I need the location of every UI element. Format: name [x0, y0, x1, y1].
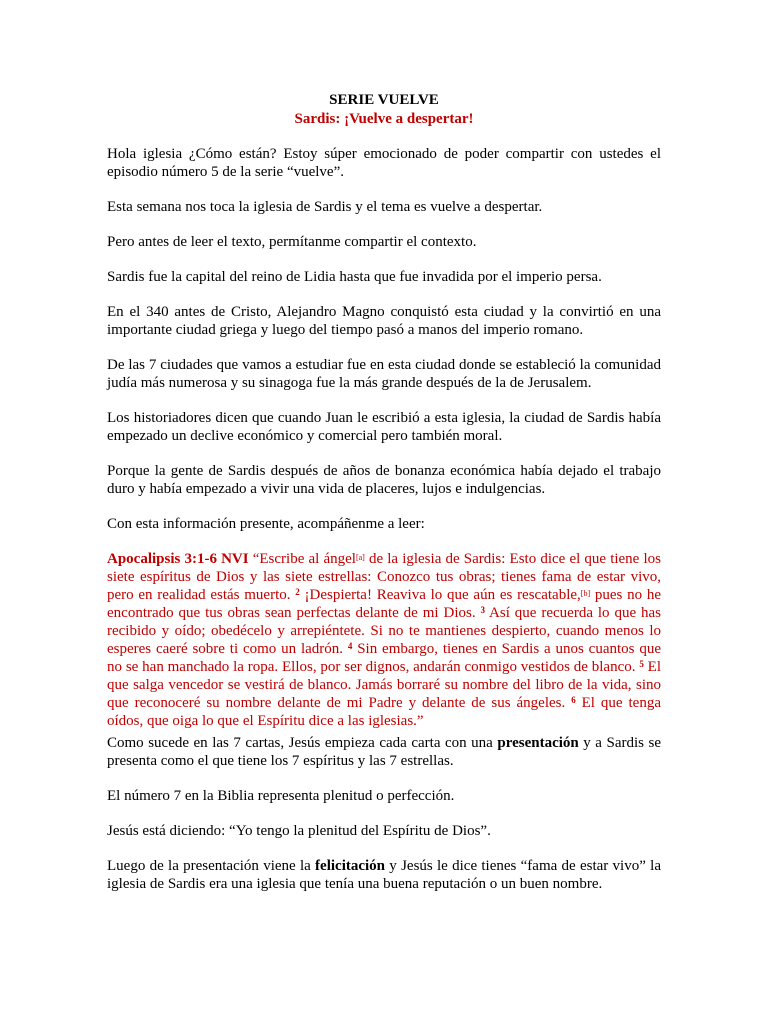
scripture-text-6: Sin embargo, tienes en Sardis a unos cuantos que no se han manchado la ropa. Ellos, por ser dignos, andarán conmigo vestidos de blanco. — [107, 641, 661, 675]
verse-number-2: 2 — [295, 587, 300, 597]
scripture-text-4: pues no he encontrado que tus obras sean perfectas delante de mi Dios. — [107, 587, 662, 621]
paragraph-historians: Los historiadores dicen que cuando Juan le escribió a esta iglesia, la ciudad de Sardis había empezado un declive económico y comercial pero también moral. — [107, 410, 661, 444]
presentation-bold: presentación — [497, 735, 579, 751]
verse-number-6: 6 — [571, 695, 576, 705]
paragraph-indulgences: Porque la gente de Sardis después de años de bonanza económica había dejado el trabajo duro y había empezado a vivir una vida de placeres, lujos e indulgencias. — [107, 463, 661, 497]
document-subtitle: Sardis: ¡Vuelve a despertar! — [294, 111, 474, 127]
scripture-text-1: “Escribe al ángel — [248, 551, 356, 567]
verse-number-4: 4 — [347, 641, 353, 651]
footnote-marker-b[interactable]: [b] — [580, 589, 591, 598]
document-content — [107, 88, 661, 910]
paragraph-alejandro: En el 340 antes de Cristo, Alejandro Magno conquistó esta ciudad y la convirtió en una importante ciudad griega y luego del tiempo pasó a manos del imperio romano. — [107, 304, 661, 338]
scripture-text-5: Así que recuerda lo que has recibido y oído; obedécelo y arrepiéntete. Si no te mantienes despierto, cuando menos lo esperes caeré sobre ti como un ladrón. — [107, 605, 662, 657]
scripture-reference: Apocalipsis 3:1-6 NVI — [107, 551, 249, 567]
paragraph-topic: Esta semana nos toca la iglesia de Sardis y el tema es vuelve a despertar. — [107, 199, 543, 215]
paragraph-jewish-community: De las 7 ciudades que vamos a estudiar fue en esta ciudad donde se estableció la comunidad judía más numerosa y su sinagoga fue la más grande después de la de Jerusalem. — [107, 357, 661, 391]
felicitation-bold: felicitación — [315, 858, 386, 874]
scripture-text-3: ¡Despierta! Reaviva lo que aún es rescatable, — [299, 587, 581, 603]
scripture-text-7: El que salga vencedor se vestirá de blanco. Jamás borraré su nombre del libro de la vida, sino que reconoceré su nombre delante de mi Padre y delante de sus ángeles. — [107, 659, 661, 711]
footnote-marker-a[interactable]: [a] — [355, 553, 365, 562]
title-block — [107, 91, 661, 129]
paragraph-presentation — [107, 734, 661, 770]
paragraph-jesus-saying: Jesús está diciendo: “Yo tengo la plenitud del Espíritu de Dios”. — [107, 823, 491, 839]
paragraph-lidia: Sardis fue la capital del reino de Lidia hasta que fue invadida por el imperio persa. — [107, 269, 602, 285]
felicitation-text-b: y Jesús le dice tienes “fama de estar vivo” la iglesia de Sardis era una iglesia que tenía una buena reputación o un buen nombre. — [107, 858, 661, 892]
scripture-quote — [107, 550, 661, 730]
paragraph-read-invite: Con esta información presente, acompáñenme a leer: — [107, 516, 425, 532]
paragraph-number-seven: El número 7 en la Biblia representa plenitud o perfección. — [107, 788, 455, 804]
presentation-text-b: y a Sardis se presenta como el que tiene los 7 espíritus y las 7 estrellas. — [107, 735, 661, 769]
paragraph-felicitation — [107, 857, 661, 893]
document-title: SERIE VUELVE — [329, 92, 439, 108]
felicitation-text-a: Luego de la presentación viene la — [107, 858, 316, 874]
scripture-text-8: El que tenga oídos, que oiga lo que el Espíritu dice a las iglesias.” — [107, 695, 661, 729]
verse-number-5: 5 — [639, 659, 644, 669]
presentation-text-a: Como sucede en las 7 cartas, Jesús empieza cada carta con una — [107, 735, 498, 751]
verse-number-3: 3 — [480, 605, 485, 615]
paragraph-greeting: Hola iglesia ¿Cómo están? Estoy súper emocionado de poder compartir con ustedes el episodio número 5 de la serie “vuelve”. — [107, 146, 661, 180]
paragraph-context-intro: Pero antes de leer el texto, permítanme compartir el contexto. — [107, 234, 477, 250]
scripture-text-2: de la iglesia de Sardis: Esto dice el que tiene los siete espíritus de Dios y las siete estrellas: Conozco tus obras; tienes fama de estar vivo, pero en realidad estás muerto. — [107, 551, 661, 603]
